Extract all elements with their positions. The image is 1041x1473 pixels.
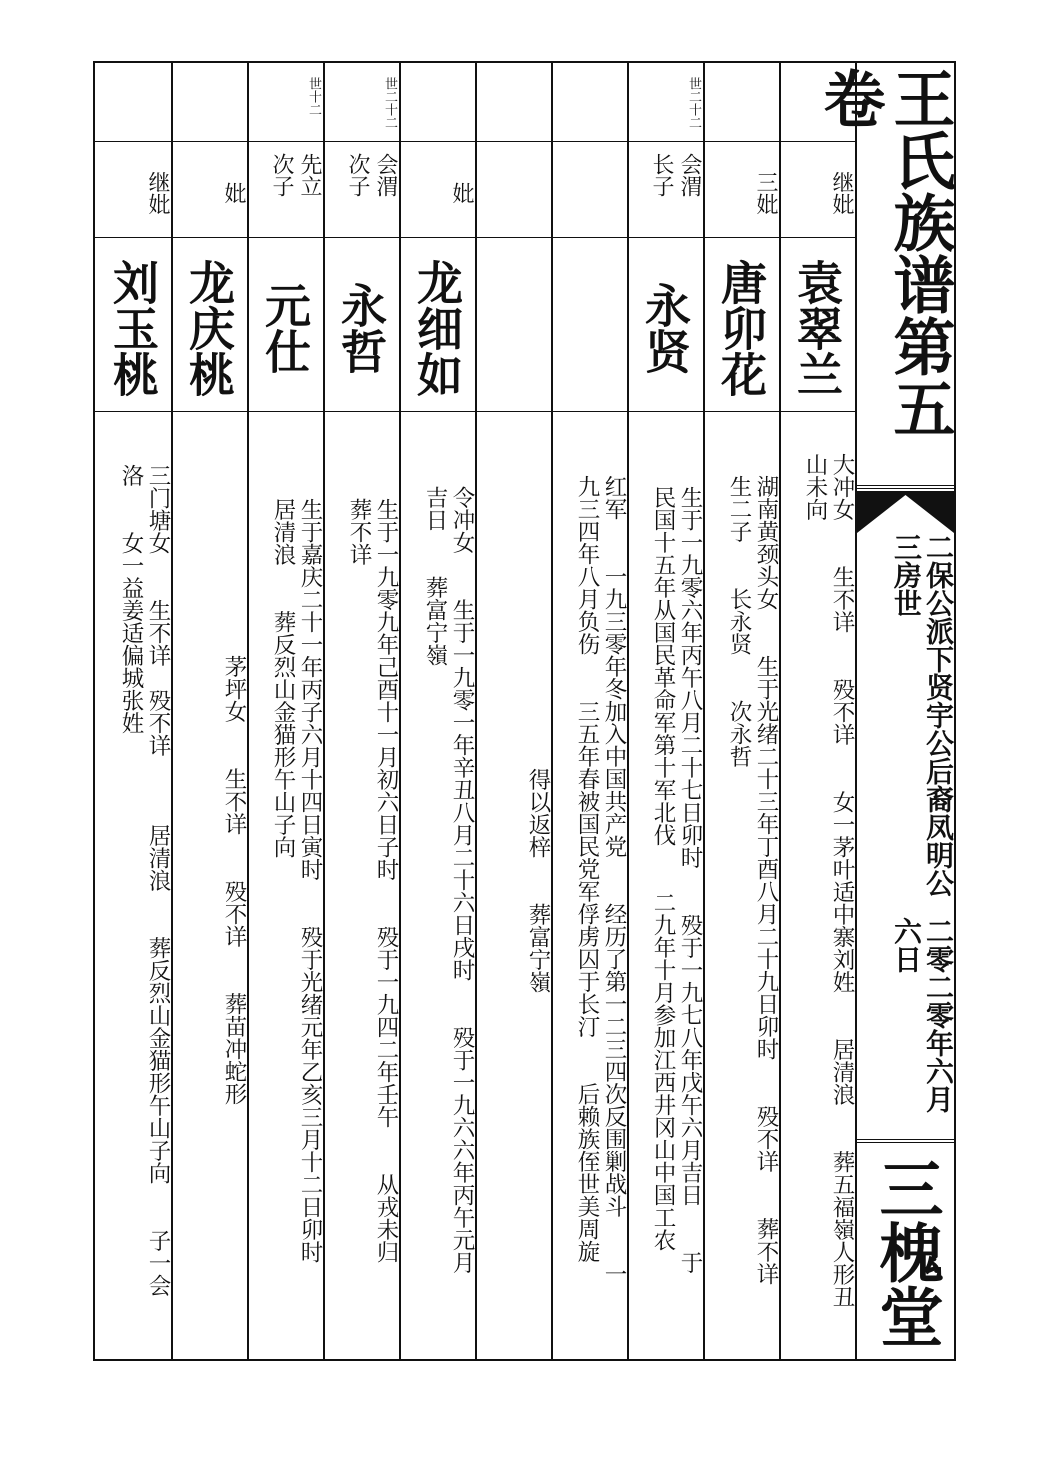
biography-text: 得以返梓 葬富宁嶺 (525, 767, 551, 993)
hall-name: 三槐堂 (868, 1156, 943, 1348)
relation-label: 妣 (449, 182, 474, 204)
person-name (475, 253, 551, 403)
entry-column (551, 63, 627, 1359)
book-title: 王氏族谱第五卷 (813, 67, 956, 439)
person-name (551, 253, 627, 403)
person-name: 永贤 (638, 282, 692, 374)
biography-text: 生于一九零六年丙午八月二十七日卯时 殁于一九七八年戊午六月吉日 于 民国十五年从国民革命军第十军北伐 二九年十月参加江西井冈山中国工农 (650, 486, 703, 1274)
biography-text: 湖南黄颈头女 生于光绪二十三年丁酉八月二十九日卯时 殁不详 葬不详 生二子 长永贤 次永哲 (726, 475, 779, 1285)
biography-text: 三门塘女 生不详 殁不详 居清浪 葬反烈山金猫形午山子向 子一会 洛 女一益姜适偏城张姓 (118, 463, 171, 1297)
column-divider (399, 63, 401, 1359)
entry-column (323, 63, 399, 1359)
relation-label: 三妣 (753, 171, 778, 215)
genealogy-page (93, 61, 956, 1361)
person-name: 刘玉桃 (106, 259, 160, 397)
generation-label: 世十二 (306, 77, 321, 116)
person-name: 元仕 (258, 282, 312, 374)
relation-label: 会渭 长子 (649, 153, 702, 197)
biography-text: 生于一九零九年己酉十一月初六日子时 殁于一九四二年壬午 从戎未归 葬不详 (346, 497, 399, 1263)
relation-label (475, 153, 551, 233)
biography-text: 令冲女 生于一九零一年辛丑八月二十六日戌时 殁于一九六六年丙午元月 吉日 葬富宁嶺 (422, 486, 475, 1274)
entry-column (627, 63, 703, 1359)
fishtail-ornament (857, 491, 954, 533)
entry-column (475, 63, 551, 1359)
biography-text: 红军 一九三零年冬加入中国共产党 经历了第一二三四次反围剿战斗 一 九三四年八月负伤 三五年春被国民党军俘虏囚于长汀 后赖族侄世美周旋 (574, 475, 627, 1285)
person-name: 龙细如 (410, 259, 464, 397)
relation-label: 继妣 (145, 171, 170, 215)
person-name: 袁翠兰 (790, 259, 844, 397)
biography-text: 生于嘉庆二十一年丙子六月十四日寅时 殁于光绪元年乙亥三月十二日卯时 居清浪 葬反烈山金猫形午山子向 (270, 497, 323, 1263)
person-name: 永哲 (334, 282, 388, 374)
title-double-rule (857, 485, 954, 489)
entry-column (399, 63, 475, 1359)
entry-column (703, 63, 779, 1359)
relation-label: 会渭 次子 (345, 153, 398, 197)
relation-label: 妣 (221, 182, 246, 204)
compile-date: 二零二零年六月六日 (890, 917, 955, 1113)
biography-text: 大冲女 生不详 殁不详 女一茅叶适中寨刘姓 居清浪 葬五福嶺人形丑 山未向 (802, 452, 855, 1308)
column-divider (627, 63, 629, 1359)
branch-subtitle (857, 533, 954, 1133)
column-divider (779, 63, 781, 1359)
relation-label: 先立 次子 (269, 153, 322, 197)
entry-column (95, 63, 171, 1359)
generation-label: 世二十二 (686, 77, 701, 129)
person-name: 龙庆桃 (182, 259, 236, 397)
person-name: 唐卯花 (714, 259, 768, 397)
column-divider (323, 63, 325, 1359)
column-divider (475, 63, 477, 1359)
generation-label: 世二十二 (382, 77, 397, 129)
hall-double-rule (857, 1139, 954, 1143)
branch-line: 二保公派下贤宇公后裔凤明公三房世 (890, 533, 955, 897)
column-divider (551, 63, 553, 1359)
column-divider (703, 63, 705, 1359)
relation-label: 继妣 (829, 171, 854, 215)
biography-text: 茅坪女 生不详 殁不详 葬苗冲蛇形 (221, 655, 247, 1105)
relation-label (551, 153, 627, 233)
entry-column (171, 63, 247, 1359)
column-divider (171, 63, 173, 1359)
column-divider (247, 63, 249, 1359)
entry-column (247, 63, 323, 1359)
